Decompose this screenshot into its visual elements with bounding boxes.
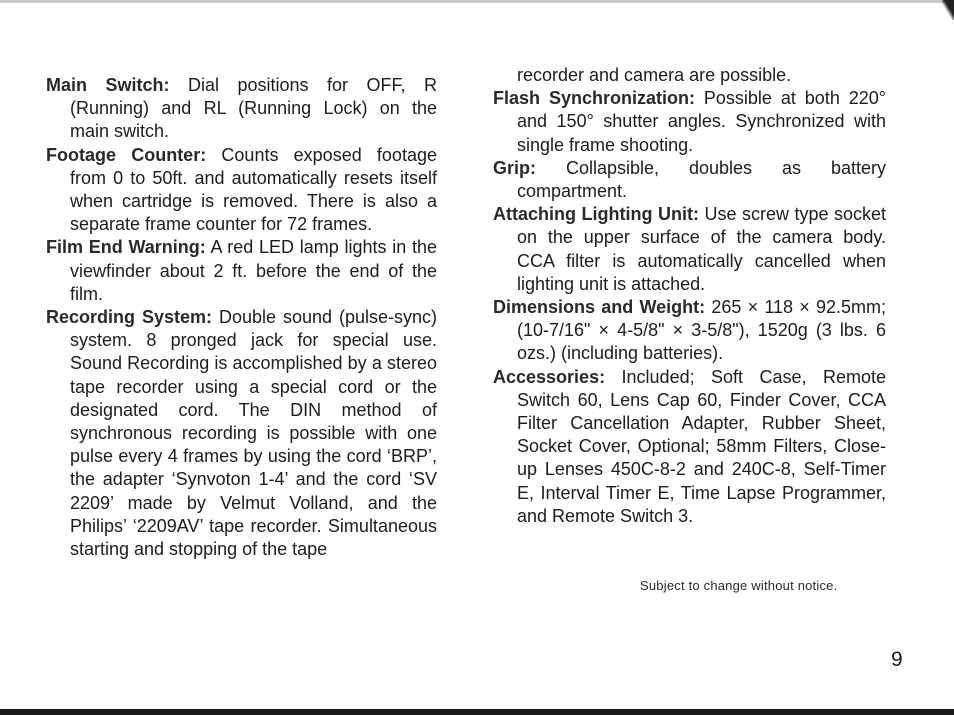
spec-term: Attaching Lighting Unit: xyxy=(493,204,699,225)
spec-term: Flash Synchronization: xyxy=(493,88,695,109)
page-bottom-edge xyxy=(0,709,954,715)
spec-text: Dial positions for OFF, R (Running) and RL (Running Lock) on the main switch. xyxy=(70,75,437,142)
spec-text: Use screw type socket on the upper surface of the camera body. CCA filter is automatically cancelled when lighting unit is attached. xyxy=(517,204,886,294)
spec-text: Possible at both 220° and 150° shutter angles. Synchronized with single frame shooting. xyxy=(517,88,886,155)
spec-entry-grip xyxy=(493,157,886,203)
page-corner-shadow xyxy=(942,0,954,20)
spec-entry-recording-system xyxy=(46,306,437,561)
spec-term: Dimensions and Weight: xyxy=(493,297,706,318)
spec-term: Footage Counter: xyxy=(46,144,207,165)
left-column xyxy=(46,74,437,561)
spec-entry-dimensions-and-weight xyxy=(493,296,886,366)
spec-continuation: recorder and camera are possible. xyxy=(517,65,792,85)
spec-term: Main Switch: xyxy=(46,75,170,95)
spec-entry-attaching-lighting-unit xyxy=(493,203,886,296)
spec-term: Accessories: xyxy=(493,366,606,387)
spec-entry-flash-synchronization xyxy=(493,87,886,157)
spec-entry-main-switch xyxy=(46,74,437,144)
change-notice: Subject to change without notice. xyxy=(640,578,838,593)
spec-text: Collapsible, doubles as battery compartment. xyxy=(517,157,886,202)
spec-term: Recording System: xyxy=(46,307,212,328)
spec-entry-footage-counter xyxy=(46,144,437,237)
spec-text: Counts exposed footage from 0 to 50ft. and automatically resets itself when cartridge is removed. There is also a separate frame counter for 72 frames. xyxy=(70,144,437,235)
spec-term: Film End Warning: xyxy=(46,237,206,258)
spec-text: Double sound (pulse-sync) system. 8 pronged jack for special use. Sound Recording is accomplished by a stereo tape recorder using a special cord or the designated cord. The DIN method of synchronous recording is possible with one pulse every 4 frames by using the cord ‘BRP’, the adapter ‘Synvoton 1-4’ and the cord ‘SV 2209’ made by Velmut Volland, and the Philips’ ‘2209AV’ tape recorder. Simultaneous starting and stopping of the tape xyxy=(70,307,437,560)
page-top-edge xyxy=(0,0,954,3)
spec-text: A red LED lamp lights in the viewfinder about 2 ft. before the end of the film. xyxy=(70,237,437,304)
right-column xyxy=(493,64,886,528)
spec-text: Included; Soft Case, Remote Switch 60, Lens Cap 60, Finder Cover, CCA Filter Cancellation Adapter, Rubber Sheet, Socket Cover, Optional; 58mm Filters, Close-up Lenses 450C-8-2 and 240C-8, Self-Timer E, Interval Timer E, Time Lapse Programmer, and Remote Switch 3. xyxy=(517,366,886,526)
spec-text: 265 × 118 × 92.5mm; (10-7/16" × 4-5/8" × 3-5/8"), 1520g (3 lbs. 6 ozs.) (including batteries). xyxy=(517,297,886,364)
spec-entry-film-end-warning xyxy=(46,236,437,306)
page-number: 9 xyxy=(891,648,903,671)
spec-term: Grip: xyxy=(493,157,536,178)
spec-entry-accessories xyxy=(493,366,886,528)
